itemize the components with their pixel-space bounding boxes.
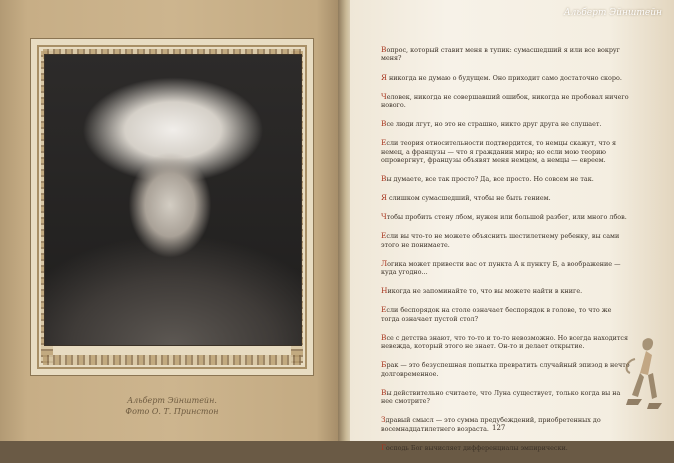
caption-line: Альберт Эйнштейн. bbox=[127, 396, 217, 405]
quote-item bbox=[381, 260, 631, 277]
quote-item bbox=[381, 46, 631, 63]
quote-text: дравый смысл — это сумма предубеждений, приобретенных до восемнадцатилетнего возраста. bbox=[381, 416, 601, 433]
quote-initial: В bbox=[381, 45, 387, 54]
quote-item bbox=[381, 139, 631, 164]
quote-initial: В bbox=[381, 119, 387, 129]
quote-initial: Я bbox=[381, 72, 387, 82]
photo-caption bbox=[60, 395, 284, 417]
quote-initial: Г bbox=[381, 442, 386, 452]
caption-line: Фото О. Т. Принстон bbox=[125, 407, 219, 416]
quote-text: се люди лгут, но это не страшно, никто друг друга не слушает. bbox=[386, 120, 602, 129]
quote-initial: Е bbox=[381, 138, 387, 148]
quote-text: ы думаете, все так просто? Да, все просто. Но совсем не так. bbox=[386, 175, 594, 184]
quote-text: сли беспорядок на столе означает беспорядок в голове, то что же тогда означает пустой стол? bbox=[381, 306, 612, 323]
running-head: Альберт Эйнштейн bbox=[563, 8, 662, 18]
page-number: 127 bbox=[492, 424, 506, 432]
ornament-bottom bbox=[43, 355, 301, 365]
quote-item bbox=[381, 175, 631, 183]
quote-text: се с детства знают, что то-то и то-то невозможно. Но всегда находится невежда, который этого не знает. Он-то и делает открытие. bbox=[381, 333, 629, 351]
quote-item bbox=[381, 213, 631, 221]
quote-item bbox=[381, 120, 631, 128]
quote-initial: Е bbox=[381, 305, 387, 315]
quote-text: тобы пробить стену лбом, нужен или большой разбег, или много лбов. bbox=[386, 213, 627, 222]
quote-item bbox=[381, 232, 631, 249]
quote-initial: В bbox=[381, 174, 387, 184]
quote-item bbox=[381, 361, 631, 378]
quote-initial: Ч bbox=[381, 91, 387, 101]
quote-initial: Б bbox=[381, 360, 387, 370]
quote-item bbox=[381, 334, 631, 351]
quote-initial: Н bbox=[381, 286, 388, 296]
quote-item bbox=[381, 416, 631, 433]
quote-item bbox=[381, 93, 631, 110]
quote-initial: В bbox=[381, 387, 387, 397]
quote-initial: Ч bbox=[381, 212, 387, 222]
figure-illustration bbox=[618, 333, 664, 423]
quote-item bbox=[381, 306, 631, 323]
quote-initial: Л bbox=[381, 258, 388, 268]
right-page bbox=[350, 0, 674, 452]
quote-text: слишком сумасшедший, чтобы не быть гением. bbox=[386, 194, 551, 203]
quote-text: сли теория относительности подтвердится, то немцы скажут, что я немец, а французы — что я гражданин мира; но если мою теорию опровергнут, французы объявят меня немцем, а немцы — евреем. bbox=[381, 139, 617, 164]
quote-initial: Е bbox=[381, 231, 387, 241]
quote-text: рак — это безуспешная попытка превратить случайный эпизод в нечто долговременное. bbox=[381, 361, 630, 378]
quote-text: еловек, никогда не совершавший ошибок, никогда не пробовал ничего нового. bbox=[381, 92, 629, 109]
quote-text: сли вы что-то не можете объяснить шестилетнему ребенку, вы сами этого не понимаете. bbox=[381, 232, 620, 249]
portrait-photo bbox=[44, 54, 302, 346]
quote-item bbox=[381, 287, 631, 295]
quote-initial: В bbox=[381, 332, 387, 342]
quote-text: опрос, который ставит меня в тупик: сумасшедший я или все вокруг меня? bbox=[381, 46, 621, 63]
quote-text: никогда не думаю о будущем. Оно приходит само достаточно скоро. bbox=[386, 73, 622, 82]
quote-initial: Я bbox=[381, 193, 387, 203]
quote-item bbox=[381, 194, 631, 202]
quote-list bbox=[381, 46, 631, 463]
quote-text: икогда не запоминайте то, что вы можете найти в книге. bbox=[387, 287, 583, 296]
quote-text: огика может привести вас от пункта А к пункту Б, а воображение — куда угодно... bbox=[381, 259, 621, 277]
quote-text: ы действительно считаете, что Луна существует, только когда вы на нее смотрите? bbox=[381, 388, 621, 406]
quote-item bbox=[381, 389, 631, 406]
left-page bbox=[0, 0, 344, 441]
quote-item bbox=[381, 74, 631, 82]
quote-item bbox=[381, 444, 631, 452]
quote-text: осподь Бог вычисляет дифференциалы эмпирически. bbox=[385, 443, 568, 452]
quote-initial: З bbox=[381, 415, 386, 425]
